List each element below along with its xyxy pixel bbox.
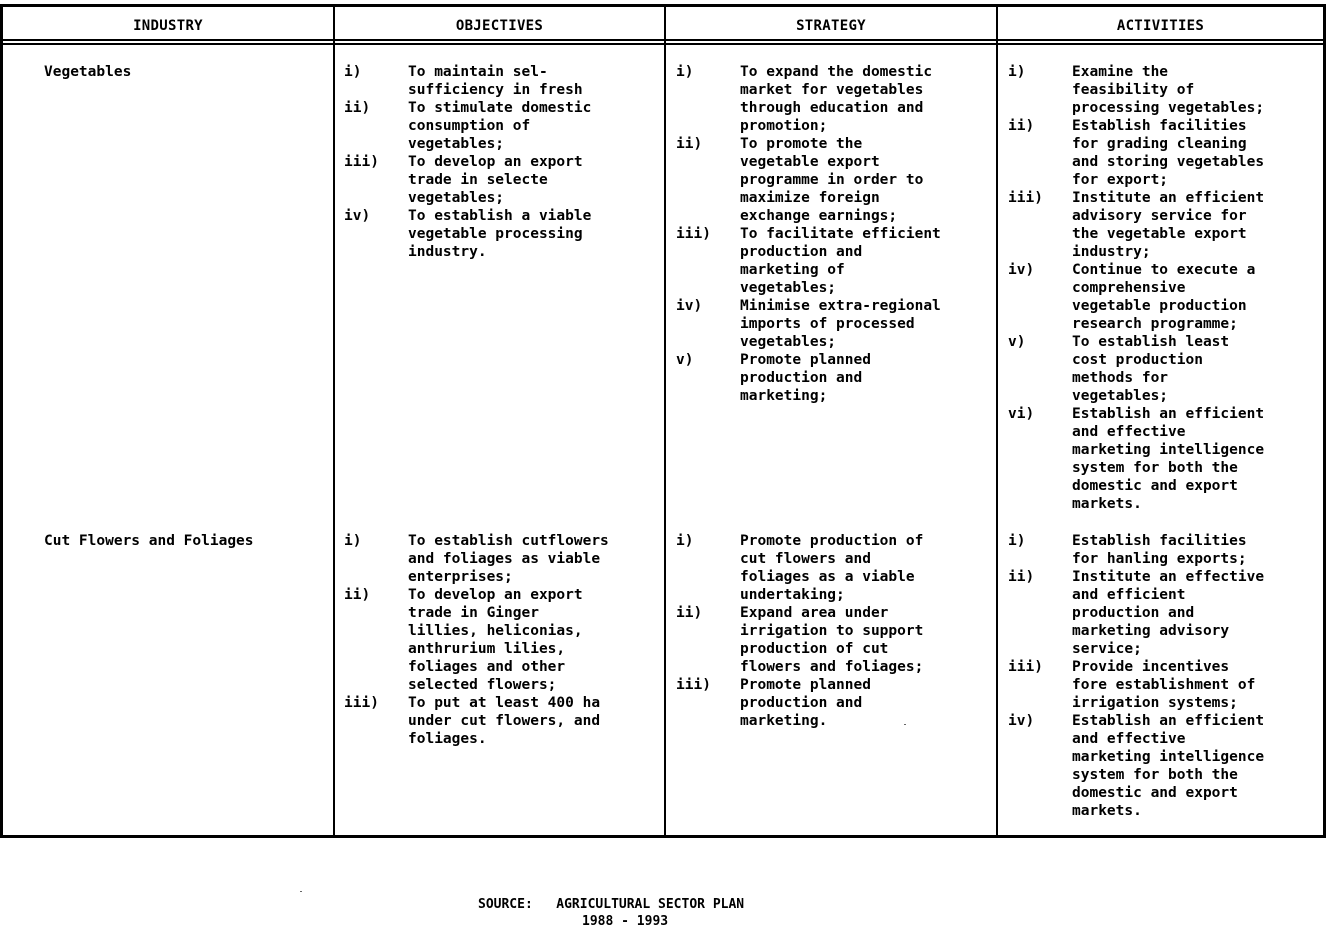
activities-item: [1008, 63, 1317, 117]
item-number: ii): [344, 587, 371, 603]
objectives-cut-flowers: [344, 532, 653, 748]
item-number: v): [676, 352, 694, 368]
item-text: To develop an export trade in selecte vegetables;: [408, 154, 583, 206]
column-divider: [664, 7, 666, 835]
activities-item: [1008, 333, 1317, 405]
item-number: iii): [344, 695, 379, 711]
item-number: ii): [344, 100, 371, 116]
column-divider: [996, 7, 998, 835]
objectives-item: [344, 586, 653, 694]
item-text: Provide incentives fore establishment of irrigation systems;: [1072, 659, 1256, 711]
scan-speck: [300, 891, 302, 892]
strategy-item: [676, 63, 985, 135]
item-number: vi): [1008, 406, 1035, 422]
item-text: Establish facilities for hanling exports;: [1072, 533, 1247, 567]
industry-vegetables: Vegetables: [44, 64, 132, 80]
item-number: i): [1008, 533, 1026, 549]
item-text: Promote production of cut flowers and foliages as a viable undertaking;: [740, 533, 924, 603]
header-strategy: STRATEGY: [796, 18, 866, 34]
objectives-item: [344, 207, 653, 261]
strategy-item: [676, 532, 985, 604]
item-text: Establish an efficient and effective marketing intelligence system for both the domestic and export markets.: [1072, 406, 1265, 512]
strategy-item: [676, 297, 985, 351]
activities-item: [1008, 261, 1317, 333]
activities-item: [1008, 568, 1317, 658]
item-text: To stimulate domestic consumption of vegetables;: [408, 100, 592, 152]
column-divider: [333, 7, 335, 835]
objectives-vegetables: [344, 63, 653, 261]
activities-item: [1008, 117, 1317, 189]
item-text: Minimise extra-regional imports of processed vegetables;: [740, 298, 941, 350]
item-number: iv): [676, 298, 703, 314]
item-text: Promote planned production and marketing.: [740, 677, 871, 729]
objectives-item: [344, 694, 653, 748]
item-text: To promote the vegetable export programme in order to maximize foreign exchange earnings;: [740, 136, 924, 224]
strategy-item: [676, 351, 985, 405]
item-number: i): [344, 64, 362, 80]
header-industry: INDUSTRY: [133, 18, 203, 34]
item-text: Institute an effective and efficient production and marketing advisory service;: [1072, 569, 1265, 657]
item-text: Expand area under irrigation to support production of cut flowers and foliages;: [740, 605, 924, 675]
activities-cut-flowers: [1008, 532, 1317, 820]
item-number: i): [676, 64, 694, 80]
plan-table: [0, 4, 1326, 838]
scan-speck: [904, 724, 906, 725]
item-text: To facilitate efficient production and marketing of vegetables;: [740, 226, 941, 296]
industry-cut-flowers: Cut Flowers and Foliages: [44, 533, 254, 549]
objectives-item: [344, 99, 653, 153]
strategy-item: [676, 135, 985, 225]
item-text: Establish facilities for grading cleaning and storing vegetables for export;: [1072, 118, 1265, 188]
item-number: iii): [676, 677, 711, 693]
item-number: ii): [676, 136, 703, 152]
item-number: ii): [1008, 118, 1035, 134]
item-number: iv): [1008, 713, 1035, 729]
objectives-item: [344, 532, 653, 586]
activities-item: [1008, 189, 1317, 261]
item-text: Continue to execute a comprehensive vegetable production research programme;: [1072, 262, 1256, 332]
item-text: To expand the domestic market for vegetables through education and promotion;: [740, 64, 933, 134]
strategy-item: [676, 225, 985, 297]
source-title: AGRICULTURAL SECTOR PLAN: [556, 897, 745, 912]
activities-item: [1008, 712, 1317, 820]
item-text: To establish least cost production methods for vegetables;: [1072, 334, 1230, 404]
objectives-item: [344, 153, 653, 207]
activities-item: [1008, 405, 1317, 513]
item-number: v): [1008, 334, 1026, 350]
activities-item: [1008, 658, 1317, 712]
source-years: 1988 - 1993: [582, 914, 669, 929]
item-number: iii): [676, 226, 711, 242]
header-rule: [3, 39, 1323, 41]
objectives-item: [344, 63, 653, 99]
source-line-1: [478, 896, 744, 913]
item-text: To establish cutflowers and foliages as viable enterprises;: [408, 533, 609, 585]
activities-item: [1008, 532, 1317, 568]
item-text: Establish an efficient and effective marketing intelligence system for both the domestic and export markets.: [1072, 713, 1265, 819]
item-text: Promote planned production and marketing;: [740, 352, 871, 404]
header-activities: ACTIVITIES: [1116, 18, 1205, 34]
item-text: Examine the feasibility of processing vegetables;: [1072, 64, 1265, 116]
item-number: iv): [344, 208, 371, 224]
item-text: Institute an efficient advisory service for the vegetable export industry;: [1072, 190, 1265, 260]
item-number: iii): [1008, 659, 1043, 675]
activities-vegetables: [1008, 63, 1317, 513]
item-text: To develop an export trade in Ginger lillies, heliconias, anthrurium lilies, foliages and other selected flowers;: [408, 587, 583, 693]
item-number: iii): [344, 154, 379, 170]
item-number: ii): [1008, 569, 1035, 585]
item-text: To maintain sel- sufficiency in fresh: [408, 64, 583, 98]
item-number: iv): [1008, 262, 1035, 278]
item-text: To establish a viable vegetable processing industry.: [408, 208, 592, 260]
item-number: i): [344, 533, 362, 549]
strategy-vegetables: [676, 63, 985, 405]
strategy-item: [676, 604, 985, 676]
item-number: i): [676, 533, 694, 549]
strategy-item: [676, 676, 985, 730]
header-objectives: OBJECTIVES: [455, 18, 544, 34]
strategy-cut-flowers: [676, 532, 985, 730]
item-number: iii): [1008, 190, 1043, 206]
item-number: ii): [676, 605, 703, 621]
source-label: SOURCE:: [478, 897, 533, 912]
header-rule: [3, 43, 1323, 45]
item-number: i): [1008, 64, 1026, 80]
item-text: To put at least 400 ha under cut flowers, and foliages.: [408, 695, 601, 747]
